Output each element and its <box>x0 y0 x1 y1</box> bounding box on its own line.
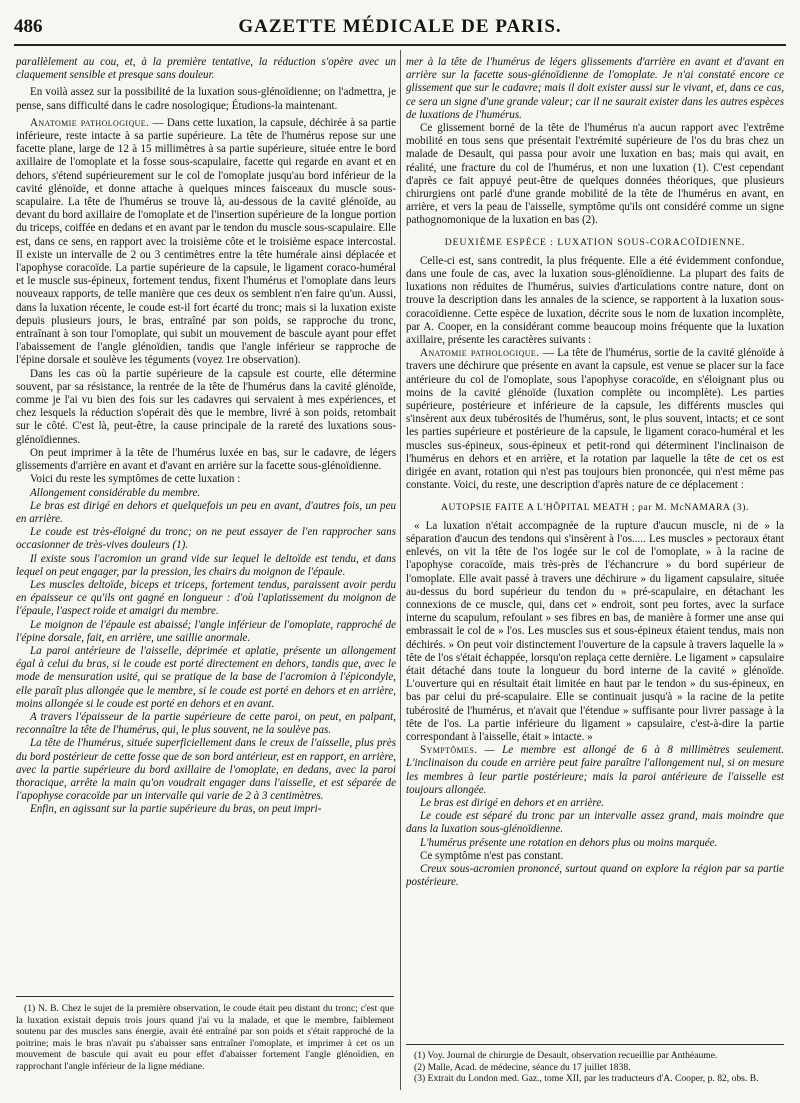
paragraph: Voici du reste les symptômes de cette luxation : <box>30 473 241 486</box>
footnote: (1) N. B. Chez le sujet de la première observation, le coude était peu distant du tronc; c'est que la luxation existait depuis trois jours quand j'ai vu la malade, et que le membre, faiblement soutenu par des muscles sans énergie, avait été entraîné par son poids et s'était rapproché de la poitrine; mais le bras n'avait pu s'abaisser sans entraîner l'omoplate, et imprimer à cet os un mouvement de bascule qui avait eu pour effet d'abaisser fortement l'angle glénoïdien, en rapprochant l'angle inférieur de la ligne médiane. <box>16 1003 394 1072</box>
footnotes-left <box>16 1003 394 1073</box>
symptom-item: Le coude est très-éloigné du tronc; on ne peut essayer de l'en rapprocher sans occasionner de très-vives douleurs (1). <box>16 526 396 552</box>
symptom-item: Le moignon de l'épaule est abaissé; l'angle inférieur de l'omoplate, rapproché de l'épine dorsale, fait, en arrière, une saillie anormale. <box>16 618 396 644</box>
page-header <box>14 16 786 42</box>
paragraph: parallèlement au cou, et, à la première tentative, la réduction s'opère avec un claquement sensible et presque sans douleur. <box>16 56 396 82</box>
paragraph: En voilà assez sur la possibilité de la luxation sous-glénoïdienne; on l'admettra, je pense, sans difficulté dans le cadre nosologique; Étudions-la maintenant. <box>16 86 396 112</box>
section-heading: DEUXIÈME ESPÈCE : LUXATION SOUS-CORACOÏDIENNE. <box>444 236 746 248</box>
paragraph: Ce glissement borné de la tête de l'humérus n'a aucun rapport avec l'extrême mobilité en tous sens que présentait l'extrémité supérieure de l'os du bras chez un malade de Desault, qui passa pour avoir une luxation en bas; mais qui avait, en réalité, une fracture du col de l'humérus, et non une luxation (1). C'est cependant d'après ce fait appuyé peut-être de quelques données théoriques, que plusieurs chirurgiens ont parlé d'une grande mobilité de la tête de l'humérus en avant, en arrière, et vers la peau de l'aisselle, symptôme qu'ils ont considéré comme un signe pathognomonique de la luxation en bas (2). <box>406 122 784 227</box>
footnotes-right <box>406 1050 784 1085</box>
footnote-rule <box>406 1044 784 1045</box>
paragraph <box>16 117 396 368</box>
journal-title: GAZETTE MÉDICALE DE PARIS. <box>238 16 562 37</box>
paragraph: On peut imprimer à la tête de l'humérus luxée en bas, sur le cadavre, de légers glissements d'arrière en avant et d'avant en arrière sur la facette sous-glénoïdienne. <box>16 446 396 473</box>
symptom-item: Ce symptôme n'est pas constant. <box>420 849 564 862</box>
symptom-item: Allongement considérable du membre. <box>30 486 201 499</box>
section-label: Anatomie pathologique. <box>420 347 540 360</box>
header-rule <box>14 44 786 46</box>
section-label: Anatomie pathologique. <box>30 116 150 129</box>
symptom-item: Creux sous-acromien prononcé, surtout quand on explore la région par sa partie postérieure. <box>406 862 784 889</box>
symptom-item: La paroi antérieure de l'aisselle, déprimée et aplatie, présente un allongement égal à celui du bras, si le coude est porté directement en dehors, tandis que, avec le mode de mensuration usité, qui se pratique de la base de l'acromion à l'épicondyle, elle paraît plus allongée que le membre, si le coude est porté en dehors et en arrière, moins allongée si le coude est porté en dehors et en avant. <box>16 644 396 710</box>
paragraph <box>406 744 784 797</box>
paragraph: Celle-ci est, sans contredit, la plus fréquente. Elle a été évidemment confondue, dans une foule de cas, avec la luxation sous-glénoïdienne. La plupart des faits de luxations non réduites de l'humérus, suivies d'articulations contre nature, dont on trouve la description dans les annales de la science, se rapportent à la luxation sous-coracoïdienne. Cette espèce de luxation, décrite sous le nom de luxation incomplète, par A. Cooper, en la considérant comme beaucoup moins fréquente que la luxation axillaire, présente les caractères suivants : <box>406 254 784 347</box>
right-column <box>406 56 784 1056</box>
symptom-item: Il existe sous l'acromion un grand vide sur lequel le deltoïde est tendu, et dans lequel on peut engager, par la pression, les chairs du moignon de l'épaule. <box>16 552 396 578</box>
symptom-item: Les muscles deltoïde, biceps et triceps, fortement tendus, paraissent avoir perdu en épaisseur ce qu'ils ont gagné en longueur : d'où l'aplatissement du moignon de l'épaule, l'aspect roide et amaigri du membre. <box>16 578 396 618</box>
page-number: 486 <box>14 16 43 37</box>
symptom-item: La tête de l'humérus, située superficiellement dans le creux de l'aisselle, plus près du bord postérieur de cette fosse que de son bord antérieur, est en rapport, en arrière, avec la partie supérieure du bord axillaire de l'omoplate, en dedans, avec la paroi thoracique, arrête la main qu'on voudrait engager dans l'aisselle, et est séparée de l'apophyse coracoïde par un intervalle qui varie de 2 à 3 centimètres. <box>16 737 396 803</box>
section-label: Symptômes. <box>420 744 478 757</box>
symptom-item: Le coude est séparé du tronc par un intervalle assez grand, mais moindre que dans la luxation sous-glénoïdienne. <box>406 810 784 836</box>
paragraph-text: — Dans cette luxation, la capsule, déchirée à sa partie inférieure, reste intacte à sa partie supérieure. La tête de l'humérus repose sur une facette plane, large de 12 à 15 millimètres à sa partie supérieure, située entre le bord axillaire de l'omoplate et la fosse sous-scapulaire, facette qui regarde en avant et en dehors, s'étend supérieurement sur le col de l'omoplate jusqu'au bord inférieur de la cavité glénoïde, et donne attache à quelques minces faisceaux du muscle sous-scapulaire. La tête de l'humérus se trouve là, au-dessous de la cavité glénoïde, au devant du bord axillaire de l'omoplate et de l'insertion supérieure de la longue portion du triceps, coiffée en dedans et en avant par le tendon du muscle sous-scapulaire. Elle est, dans ce sens, en rapport avec la troisième côte et le troisième espace intercostal. Il existe un intervalle de 2 ou 3 centimètres entre la tête humérale ainsi déplacée et l'apophyse coracoïde. La partie supérieure de la capsule, le ligament coraco-huméral et le muscle sus-épineux, fortement tendus, fixent l'humérus et l'omoplate dans leurs nouveaux rapports, de telle manière que ces deux os semblent n'en faire qu'un. Aussi, dans la luxation récente, le coude est-il fort écarté du tronc; mais si la luxation existe depuis plusieurs jours, le bras, entraîné par son poids, se rapproche du tronc, entraînant à son tour l'omoplate, qui subit un mouvement de bascule ayant pour effet l'abaissement de l'angle glénoïdien, tandis que l'angle inférieur se rapproche de l'épine dorsale et soulève les téguments (voyez 1re observation). <box>16 116 396 367</box>
autopsy-heading: AUTOPSIE FAITE A L'HÔPITAL MEATH ; par M. McNAMARA (3). <box>441 501 749 513</box>
column-divider <box>400 50 401 1090</box>
footnote: (2) Malle, Acad. de médecine, séance du 17 juillet 1838. <box>414 1061 631 1073</box>
symptom-item: A travers l'épaisseur de la partie supérieure de cette paroi, on peut, en palpant, reconnaître la tête de l'humérus, qui, le plus souvent, ne la soulève pas. <box>16 710 396 737</box>
footnote: (3) Extrait du London med. Gaz., tome XII, par les traducteurs d'A. Cooper, p. 82, obs. B. <box>414 1073 759 1085</box>
footnote-rule <box>16 996 394 997</box>
footnote: (1) Voy. Journal de chirurgie de Desault, observation recueillie par Anthéaume. <box>414 1050 718 1061</box>
paragraph: Dans les cas où la partie supérieure de la capsule est courte, elle détermine souvent, par sa résistance, la rentrée de la tête de l'humérus dans la cavité glénoïde, comme je l'ai vu bien des fois sur les cadavres qui servaient à mes expériences, et chez lesquels la réduction s'opérait dès que le membre, livré à son poids, retombait sur le côté. C'est là, peut-être, la cause principale de la rareté des luxations sous-glénoïdiennes. <box>16 367 396 446</box>
symptom-item: Le bras est dirigé en dehors et quelquefois un peu en avant, d'autres fois, un peu en arrière. <box>16 499 396 525</box>
symptom-item: Enfin, en agissant sur la partie supérieure du bras, on peut impri- <box>30 803 322 816</box>
symptom-item: Le bras est dirigé en dehors et en arrière. <box>420 796 604 809</box>
paragraph <box>406 347 784 492</box>
paragraph-text: — La tête de l'humérus, sortie de la cavité glénoïde à travers une déchirure que présente en avant la capsule, est venue se placer sur la face antérieure du col de l'omoplate, sous l'apophyse coracoïde, en s'éloignant plus ou moins de la cavité glénoïde (luxation complète ou incomplète). Les parties supérieure, postérieure et inférieure de la capsule, les différents muscles qui s'insèrent aux deux tubérosités de l'humérus, sont, le plus souvent, intacts; et ce sont les parties supérieure et postérieure de la capsule, le ligament coraco-huméral et les muscles sus-épineux, sous-épineux et petit-rond qui déterminent l'inclinaison de l'humérus en dehors et en arrière, et la rotation par laquelle la tête de cet os est dirigée en avant, rotation qui n'est pas toujours bien prononcée, qui n'est même pas constante. Voici, du reste, une description d'après nature de ce déplacement : <box>406 347 784 492</box>
left-column <box>16 56 396 986</box>
paragraph: mer à la tête de l'humérus de légers glissements d'arrière en avant et d'avant en arrière sur la facette sous-glénoïdienne de l'omoplate. Je n'ai constaté encore ce glissement que sur le cadavre; mais il doit exister aussi sur le vivant, et, dans ce cas, ce sera un signe d'une grande valeur; car il ne saurait exister dans les autres espèces de luxations de l'humérus. <box>406 56 784 121</box>
symptom-item: L'humérus présente une rotation en dehors plus ou moins marquée. <box>420 836 718 849</box>
quotation: « La luxation n'était accompagnée de la rupture d'aucun muscle, ni de » la séparation d'aucun des tendons qui s'insèrent à l'os..... Les muscles » pectoraux étant enlevés, on vit la tête de l'os logée sur le col de l'omoplate, » à la racine de l'apophyse coracoïde, mais très-près de l'échancrure » du bord supérieur de l'omoplate. Elle avait passé à travers une déchirure » du ligament capsulaire, située au-dessus du bord supérieur du tendon du » pré-scapulaire, en détachant les connexions de ce muscle, qui, dans cet » endroit, sont peu fortes, avec la surface interne du scapulum, refoulant » ses fibres en bas, de manière à former une anse qui embrassait le col de » l'os. Les muscles sus et sous-épineux étaient tendus, mais non déchirés. » On peut voir distinctement l'ouverture de la capsule à travers laquelle la » tête de l'os s'était échappée, lorsqu'on replaça cette dernière. Le ligament » capsulaire était détaché dans toute la longueur du bord interne de la cavité » glénoïde. L'ouverture qui en résultait était limitée en haut par le tendon » du sus-épineux, en bas par celui du pré-scapulaire. Elle se continuait jusqu'à » la racine de la petite tubérosité de l'humérus, et n'avait que l'étendue » suffisante pour livrer passage à la tête de l'os. La partie inférieure du ligament » capsulaire, c'est-à-dire la partie correspondant à l'aisselle, était » intacte. » <box>406 519 784 743</box>
paragraph-text: — Le membre est allongé de 6 à 8 millimètres seulement. L'inclinaison du coude en arrière peut faire paraître l'allongement nul, si on mesure les membres à leur partie postérieure; mais la paroi antérieure de l'aisselle est toujours allongée. <box>406 744 784 796</box>
